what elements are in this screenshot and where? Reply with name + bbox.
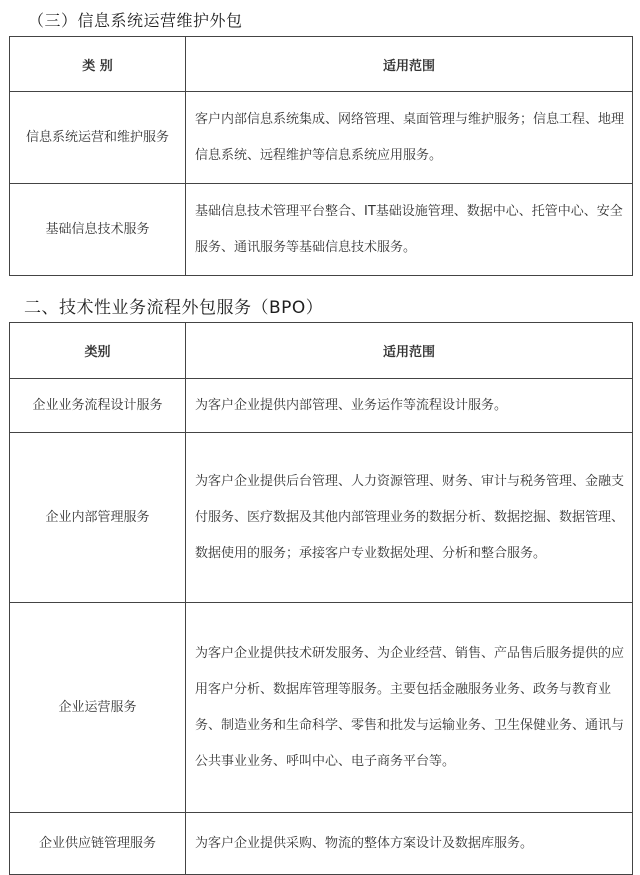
table-row <box>10 184 633 276</box>
table-row <box>10 433 633 603</box>
category-cell: 企业运营服务 <box>10 603 186 813</box>
header-category: 类 别 <box>10 37 186 92</box>
scope-cell: 为客户企业提供采购、物流的整体方案设计及数据库服务。 <box>186 813 633 875</box>
table-row <box>10 603 633 813</box>
table-row <box>10 92 633 184</box>
category-cell: 企业供应链管理服务 <box>10 813 186 875</box>
header-category: 类别 <box>10 323 186 379</box>
category-cell: 企业内部管理服务 <box>10 433 186 603</box>
scope-cell: 客户内部信息系统集成、网络管理、桌面管理与维护服务；信息工程、地理信息系统、远程维护等信息系统应用服务。 <box>186 92 633 184</box>
table-header-row <box>10 323 633 379</box>
table-row <box>10 379 633 433</box>
header-scope: 适用范围 <box>186 37 633 92</box>
category-cell: 企业业务流程设计服务 <box>10 379 186 433</box>
it-operations-table <box>9 36 633 276</box>
category-cell: 信息系统运营和维护服务 <box>10 92 186 184</box>
scope-cell: 为客户企业提供技术研发服务、为企业经营、销售、产品售后服务提供的应用客户分析、数据库管理等服务。主要包括金融服务业务、政务与教育业务、制造业务和生命科学、零售和批发与运输业务、卫生保健业务、通讯与公共事业业务、呼叫中心、电子商务平台等。 <box>186 603 633 813</box>
table-row <box>10 813 633 875</box>
scope-cell: 基础信息技术管理平台整合、IT基础设施管理、数据中心、托管中心、安全服务、通讯服务等基础信息技术服务。 <box>186 184 633 276</box>
header-scope: 适用范围 <box>186 323 633 379</box>
bpo-services-table <box>9 322 633 875</box>
scope-cell: 为客户企业提供后台管理、人力资源管理、财务、审计与税务管理、金融支付服务、医疗数据及其他内部管理业务的数据分析、数据挖掘、数据管理、数据使用的服务；承接客户专业数据处理、分析和整合服务。 <box>186 433 633 603</box>
scope-cell: 为客户企业提供内部管理、业务运作等流程设计服务。 <box>186 379 633 433</box>
section-b-title: 二、技术性业务流程外包服务（BPO） <box>24 298 324 318</box>
section-a-title: （三）信息系统运营维护外包 <box>28 11 243 30</box>
category-cell: 基础信息技术服务 <box>10 184 186 276</box>
table-header-row <box>10 37 633 92</box>
